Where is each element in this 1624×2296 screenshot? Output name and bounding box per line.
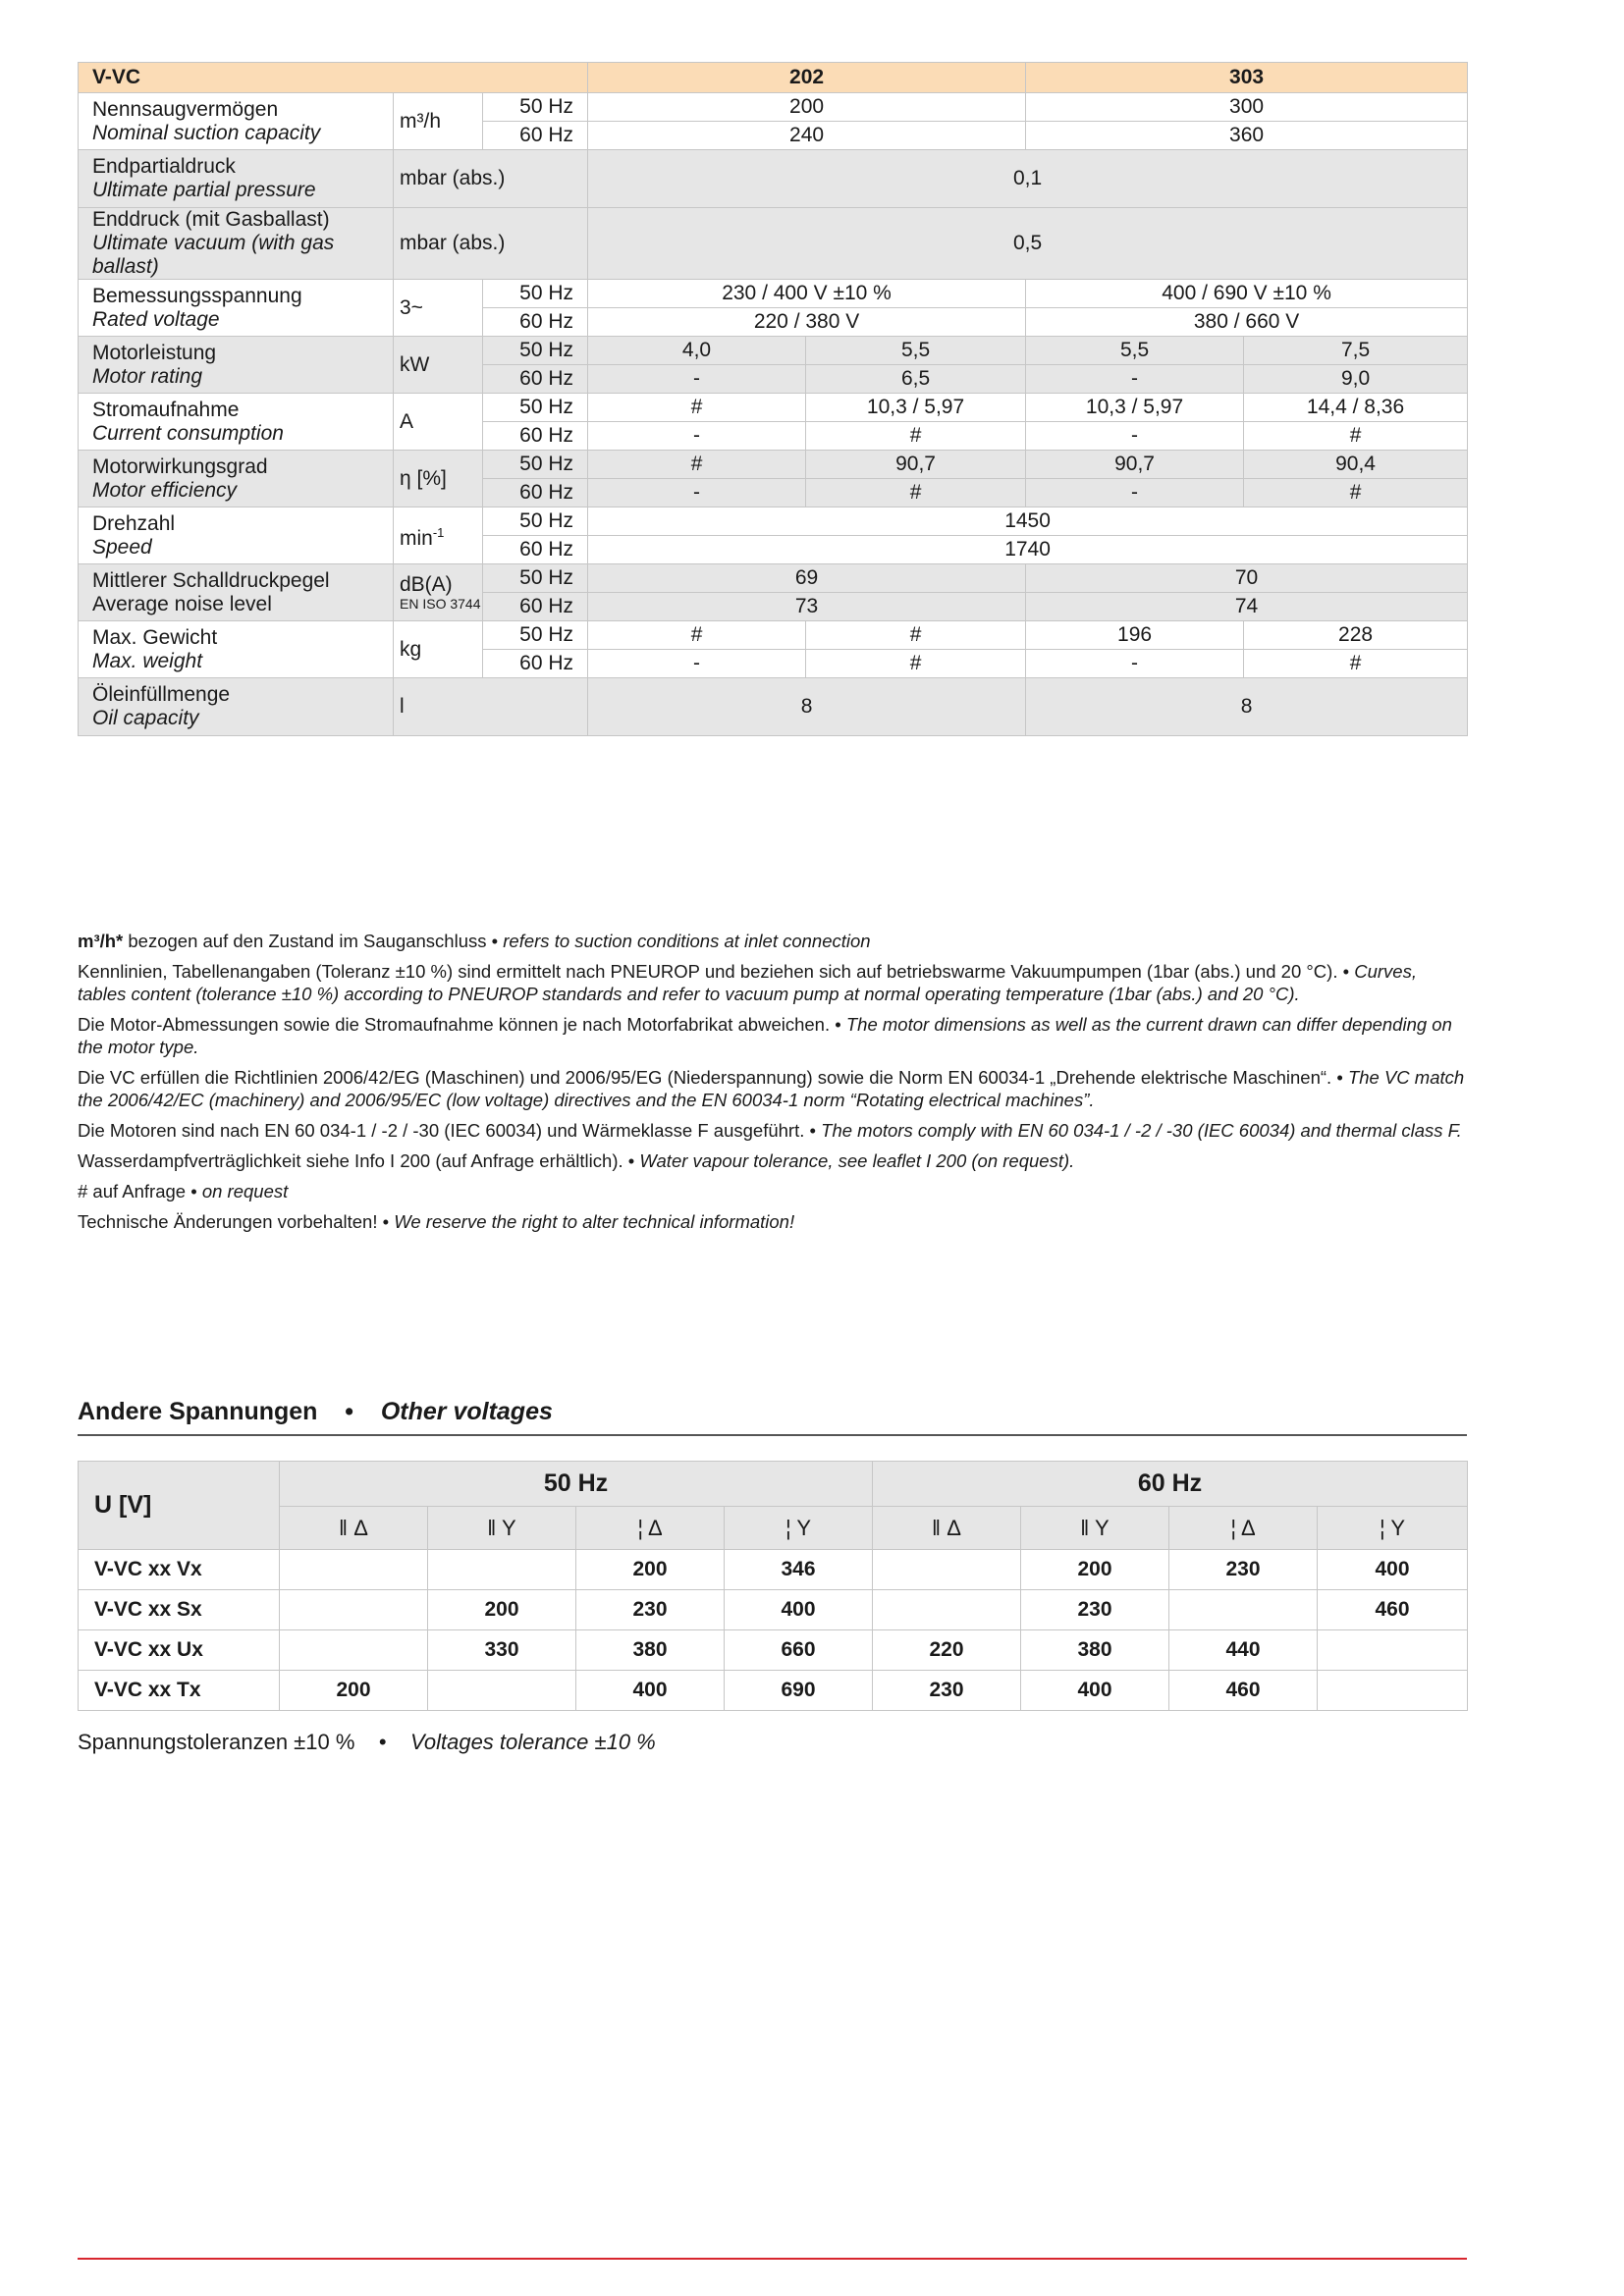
- param-name-en: Motor rating: [92, 364, 203, 388]
- value-cell: #: [806, 479, 1026, 507]
- value-cell: 70: [1026, 564, 1468, 593]
- value-cell: 220 / 380 V: [588, 308, 1026, 337]
- unit-standard: EN ISO 3744: [400, 595, 481, 612]
- note-3: [78, 1066, 1467, 1111]
- voltage-cell: [428, 1671, 576, 1711]
- note-separator: •: [1337, 961, 1355, 982]
- spec-row: [79, 564, 1468, 593]
- voltage-cell: 460: [1318, 1590, 1468, 1630]
- unit-value: kW: [400, 352, 430, 376]
- voltage-cell: 200: [428, 1590, 576, 1630]
- voltage-cell: [280, 1550, 428, 1590]
- value-cell: 7,5: [1244, 337, 1468, 365]
- voltage-cell: 440: [1169, 1630, 1318, 1671]
- model-1: 303: [1026, 63, 1468, 93]
- voltage-cell: 400: [1021, 1671, 1169, 1711]
- param-label: [79, 208, 394, 280]
- voltage-cell: 400: [725, 1590, 873, 1630]
- voltage-cell: 230: [1169, 1550, 1318, 1590]
- value-cell: -: [1026, 479, 1244, 507]
- voltage-cell: [1318, 1671, 1468, 1711]
- connection-type: ǁ Δ: [280, 1507, 428, 1550]
- frequency-header-0: 50 Hz: [280, 1462, 873, 1507]
- value-cell: 90,7: [806, 451, 1026, 479]
- heading-en: Other voltages: [380, 1398, 553, 1425]
- param-name-de: Enddruck (mit Gasballast): [92, 208, 330, 231]
- value-cell: -: [588, 479, 806, 507]
- note-2: [78, 1013, 1467, 1058]
- table-row: [79, 1550, 1468, 1590]
- note-separator: •: [804, 1120, 822, 1141]
- table-row: [79, 1590, 1468, 1630]
- param-label: [79, 451, 394, 507]
- voltage-cell: 380: [1021, 1630, 1169, 1671]
- note-en: The motor dimensions as well as the current drawn can differ depending on the motor type.: [78, 1014, 1452, 1057]
- spec-row: [79, 451, 1468, 479]
- model-label: V-VC: [79, 63, 588, 93]
- note-separator: •: [1331, 1067, 1348, 1088]
- param-unit: [394, 337, 483, 394]
- frequency: 60 Hz: [483, 593, 588, 621]
- spec-row: [79, 678, 1468, 736]
- param-name-en: Oil capacity: [92, 707, 199, 729]
- model-0: 202: [588, 63, 1026, 93]
- value-cell: #: [806, 621, 1026, 650]
- value-cell: 8: [588, 678, 1026, 736]
- value-cell: 14,4 / 8,36: [1244, 394, 1468, 422]
- other-voltages-table: [78, 1461, 1468, 1711]
- voltage-cell: 690: [725, 1671, 873, 1711]
- note-en: The VC match the 2006/42/EC (machinery) and 2006/95/EC (low voltage) directives and the EN 60034-1 norm “Rotating electrical machines”.: [78, 1067, 1465, 1110]
- param-unit: [394, 507, 483, 564]
- unit-value: mbar (abs.): [400, 167, 506, 189]
- voltage-cell: 660: [725, 1630, 873, 1671]
- value-cell: #: [806, 422, 1026, 451]
- note-de: Wasserdampfverträglichkeit siehe Info I 200 (auf Anfrage erhältlich).: [78, 1150, 623, 1171]
- value-cell: #: [1244, 479, 1468, 507]
- value-cell: 240: [588, 122, 1026, 150]
- value-cell: #: [588, 621, 806, 650]
- voltage-cell: 380: [576, 1630, 725, 1671]
- param-label: [79, 564, 394, 621]
- param-label: [79, 280, 394, 337]
- tolerance-de: Spannungstoleranzen ±10 %: [78, 1730, 355, 1754]
- row-label: V-VC xx Sx: [79, 1590, 280, 1630]
- connection-type: ǁ Y: [428, 1507, 576, 1550]
- row-label: V-VC xx Vx: [79, 1550, 280, 1590]
- spec-row: [79, 507, 1468, 536]
- connection-type: ¦ Δ: [576, 1507, 725, 1550]
- voltage-cell: 200: [280, 1671, 428, 1711]
- unit-value: A: [400, 409, 414, 433]
- frequency: 60 Hz: [483, 365, 588, 394]
- note-5: [78, 1149, 1467, 1172]
- voltage-cell: [280, 1630, 428, 1671]
- voltage-cell: 330: [428, 1630, 576, 1671]
- value-cell: #: [588, 451, 806, 479]
- note-separator: •: [830, 1014, 846, 1035]
- param-label: [79, 93, 394, 150]
- unit-value: min: [400, 526, 433, 550]
- note-de: Technische Änderungen vorbehalten!: [78, 1211, 378, 1232]
- unit-value: kg: [400, 637, 422, 661]
- param-label: [79, 621, 394, 678]
- param-label: [79, 394, 394, 451]
- param-unit: [394, 208, 588, 280]
- voltage-cell: [428, 1550, 576, 1590]
- param-unit: [394, 93, 483, 150]
- value-cell: 380 / 660 V: [1026, 308, 1468, 337]
- u-label: U [V]: [79, 1462, 280, 1550]
- value-cell: -: [1026, 365, 1244, 394]
- param-name-en: Rated voltage: [92, 307, 220, 331]
- param-label: [79, 507, 394, 564]
- voltage-cell: 230: [1021, 1590, 1169, 1630]
- value-cell: 1450: [588, 507, 1468, 536]
- value-cell: -: [1026, 422, 1244, 451]
- param-name-en: Current consumption: [92, 421, 284, 445]
- frequency: 50 Hz: [483, 280, 588, 308]
- connection-type: ǁ Y: [1021, 1507, 1169, 1550]
- value-cell: #: [1244, 422, 1468, 451]
- value-cell: 73: [588, 593, 1026, 621]
- note-en: Curves, tables content (tolerance ±10 %) according to PNEUROP standards and refer to vacuum pump at normal operating temperature (1bar (abs.) and 20 °C).: [78, 961, 1417, 1004]
- note-de: Die Motoren sind nach EN 60 034-1 / -2 / -30 (IEC 60034) und Wärmeklasse F ausgeführt.: [78, 1120, 805, 1141]
- spec-row: [79, 93, 1468, 122]
- voltage-cell: [873, 1590, 1021, 1630]
- note-de: Kennlinien, Tabellenangaben (Toleranz ±10 %) sind ermittelt nach PNEUROP und beziehen sich auf betriebswarme Vakuumpumpen (1bar (abs.) und 20 °C).: [78, 961, 1338, 982]
- unit-value: l: [400, 695, 405, 718]
- frequency: 60 Hz: [483, 650, 588, 678]
- param-unit: [394, 394, 483, 451]
- footnotes: [78, 930, 1467, 1241]
- voltage-cell: 220: [873, 1630, 1021, 1671]
- voltage-cell: [873, 1550, 1021, 1590]
- note-de: Die Motor-Abmessungen sowie die Stromaufnahme können je nach Motorfabrikat abweichen.: [78, 1014, 831, 1035]
- spec-row: [79, 337, 1468, 365]
- param-label: [79, 150, 394, 208]
- param-name-en: Average noise level: [92, 592, 272, 615]
- param-name-de: Nennsaugvermögen: [92, 97, 279, 121]
- param-unit: [394, 280, 483, 337]
- frequency: 50 Hz: [483, 93, 588, 122]
- value-cell: #: [1244, 650, 1468, 678]
- spec-table: [78, 62, 1468, 736]
- frequency: 50 Hz: [483, 451, 588, 479]
- row-label: V-VC xx Ux: [79, 1630, 280, 1671]
- value-cell: 10,3 / 5,97: [806, 394, 1026, 422]
- voltage-cell: 400: [1318, 1550, 1468, 1590]
- param-unit: [394, 678, 588, 736]
- note-6: [78, 1180, 1467, 1202]
- value-cell: 10,3 / 5,97: [1026, 394, 1244, 422]
- note-0: [78, 930, 1467, 952]
- param-name-de: Drehzahl: [92, 511, 176, 535]
- value-cell: 1740: [588, 536, 1468, 564]
- unit-value: dB(A): [400, 572, 453, 596]
- frequency: 60 Hz: [483, 122, 588, 150]
- heading-de: Andere Spannungen: [78, 1398, 318, 1425]
- voltage-cell: 400: [576, 1671, 725, 1711]
- voltage-cell: 200: [576, 1550, 725, 1590]
- value-cell: 69: [588, 564, 1026, 593]
- voltage-cell: 346: [725, 1550, 873, 1590]
- voltage-cell: [280, 1590, 428, 1630]
- note-separator: •: [186, 1181, 202, 1201]
- param-name-de: Öleinfüllmenge: [92, 683, 231, 706]
- ov-header-row: [79, 1462, 1468, 1507]
- param-name-de: Mittlerer Schalldruckpegel: [92, 568, 330, 592]
- spec-row: [79, 280, 1468, 308]
- param-name-de: Endpartialdruck: [92, 155, 236, 178]
- value-cell: 0,5: [588, 208, 1468, 280]
- param-name-de: Motorleistung: [92, 341, 217, 364]
- other-voltages-heading: [78, 1398, 1467, 1436]
- value-cell: 228: [1244, 621, 1468, 650]
- value-cell: #: [588, 394, 806, 422]
- table-row: [79, 1671, 1468, 1711]
- frequency: 50 Hz: [483, 337, 588, 365]
- value-cell: -: [588, 422, 806, 451]
- frequency: 50 Hz: [483, 394, 588, 422]
- value-cell: 200: [588, 93, 1026, 122]
- value-cell: -: [588, 650, 806, 678]
- value-cell: 360: [1026, 122, 1468, 150]
- note-en: refers to suction conditions at inlet connection: [503, 931, 871, 951]
- value-cell: 74: [1026, 593, 1468, 621]
- row-label: V-VC xx Tx: [79, 1671, 280, 1711]
- param-name-en: Speed: [92, 535, 152, 559]
- param-name-de: Bemessungsspannung: [92, 284, 302, 307]
- spec-row: [79, 208, 1468, 280]
- value-cell: 4,0: [588, 337, 806, 365]
- note-separator: •: [377, 1211, 395, 1232]
- unit-value: m³/h: [400, 109, 441, 133]
- value-cell: 8: [1026, 678, 1468, 736]
- voltage-cell: 460: [1169, 1671, 1318, 1711]
- param-label: [79, 678, 394, 736]
- frequency: 50 Hz: [483, 621, 588, 650]
- spec-row: [79, 150, 1468, 208]
- spec-row: [79, 394, 1468, 422]
- note-1: [78, 960, 1467, 1005]
- voltage-tolerance-note: [78, 1730, 656, 1755]
- param-name-en: Ultimate vacuum (with gas ballast): [92, 232, 335, 278]
- note-separator: •: [623, 1150, 640, 1171]
- param-unit: [394, 150, 588, 208]
- value-cell: 9,0: [1244, 365, 1468, 394]
- note-en: We reserve the right to alter technical information!: [394, 1211, 795, 1232]
- connection-type: ǁ Δ: [873, 1507, 1021, 1550]
- value-cell: 90,7: [1026, 451, 1244, 479]
- frequency: 50 Hz: [483, 507, 588, 536]
- voltage-cell: [1318, 1630, 1468, 1671]
- footer-rule: [78, 2258, 1467, 2260]
- param-name-de: Max. Gewicht: [92, 625, 218, 649]
- param-name-de: Stromaufnahme: [92, 398, 240, 421]
- connection-type: ¦ Y: [1318, 1507, 1468, 1550]
- value-cell: 196: [1026, 621, 1244, 650]
- note-en: Water vapour tolerance, see leaflet I 200 (on request).: [639, 1150, 1075, 1171]
- frequency: 60 Hz: [483, 536, 588, 564]
- tolerance-en: Voltages tolerance ±10 %: [410, 1730, 656, 1754]
- value-cell: 5,5: [806, 337, 1026, 365]
- note-en: on request: [201, 1181, 289, 1201]
- voltage-cell: 230: [873, 1671, 1021, 1711]
- note-4: [78, 1119, 1467, 1142]
- value-cell: 90,4: [1244, 451, 1468, 479]
- table-row: [79, 1630, 1468, 1671]
- unit-value: η [%]: [400, 466, 447, 490]
- frequency: 60 Hz: [483, 479, 588, 507]
- value-cell: 230 / 400 V ±10 %: [588, 280, 1026, 308]
- param-unit: [394, 564, 483, 621]
- param-name-en: Motor efficiency: [92, 478, 238, 502]
- note-de: bezogen auf den Zustand im Sauganschluss: [123, 931, 487, 951]
- note-unit: m³/h*: [78, 931, 124, 951]
- value-cell: 0,1: [588, 150, 1468, 208]
- param-name-en: Ultimate partial pressure: [92, 179, 316, 201]
- value-cell: 6,5: [806, 365, 1026, 394]
- voltage-cell: [1169, 1590, 1318, 1630]
- param-label: [79, 337, 394, 394]
- frequency: 60 Hz: [483, 308, 588, 337]
- note-de: Die VC erfüllen die Richtlinien 2006/42/EG (Maschinen) und 2006/95/EG (Niederspannung) sowie die Norm EN 60034-1 „Drehende elektrische Maschinen“.: [78, 1067, 1332, 1088]
- note-7: [78, 1210, 1467, 1233]
- unit-value: mbar (abs.): [400, 232, 506, 254]
- value-cell: 400 / 690 V ±10 %: [1026, 280, 1468, 308]
- param-unit: [394, 451, 483, 507]
- frequency: 50 Hz: [483, 564, 588, 593]
- note-en: The motors comply with EN 60 034-1 / -2 / -30 (IEC 60034) and thermal class F.: [821, 1120, 1462, 1141]
- connection-type: ¦ Δ: [1169, 1507, 1318, 1550]
- tolerance-separator: •: [378, 1730, 387, 1754]
- frequency-header-1: 60 Hz: [873, 1462, 1468, 1507]
- param-name-en: Nominal suction capacity: [92, 121, 321, 144]
- value-cell: #: [806, 650, 1026, 678]
- value-cell: 300: [1026, 93, 1468, 122]
- note-de: # auf Anfrage: [78, 1181, 187, 1201]
- voltage-cell: 230: [576, 1590, 725, 1630]
- value-cell: -: [1026, 650, 1244, 678]
- unit-value: 3~: [400, 295, 423, 319]
- param-name-en: Max. weight: [92, 649, 203, 672]
- param-unit: [394, 621, 483, 678]
- value-cell: -: [588, 365, 806, 394]
- param-name-de: Motorwirkungsgrad: [92, 454, 268, 478]
- heading-separator: •: [345, 1398, 354, 1425]
- note-separator: •: [486, 931, 504, 951]
- connection-type: ¦ Y: [725, 1507, 873, 1550]
- ov-connection-row: [79, 1507, 1468, 1550]
- unit-exponent: -1: [432, 524, 445, 540]
- spec-row: [79, 621, 1468, 650]
- value-cell: 5,5: [1026, 337, 1244, 365]
- spec-header-row: [79, 63, 1468, 93]
- voltage-cell: 200: [1021, 1550, 1169, 1590]
- frequency: 60 Hz: [483, 422, 588, 451]
